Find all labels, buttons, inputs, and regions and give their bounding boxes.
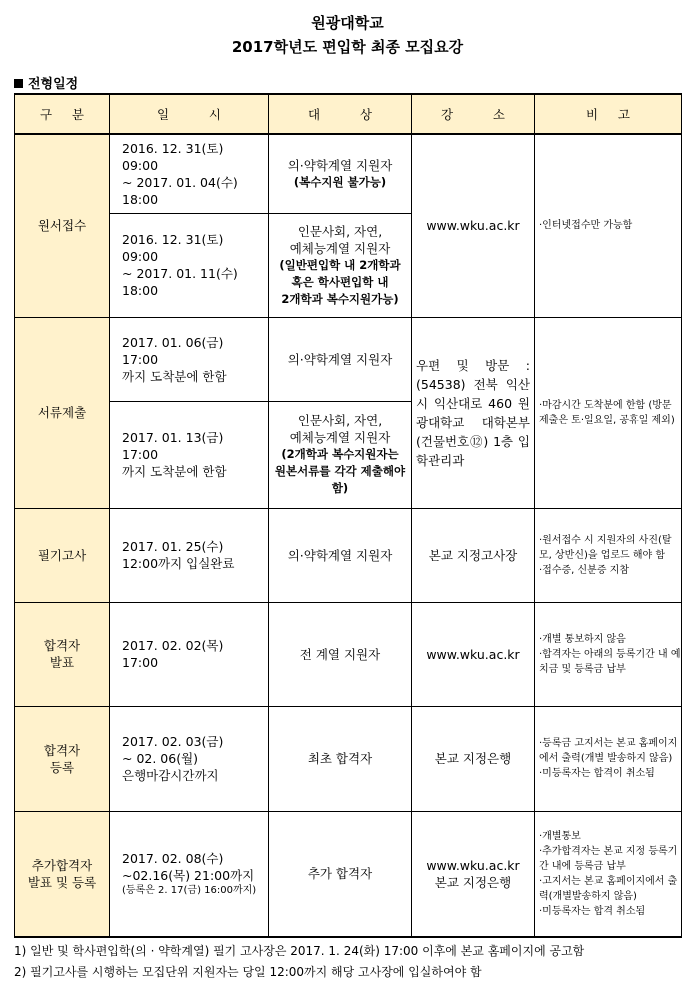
footnote-2: 2) 필기고사를 시행하는 모집단위 지원자는 당일 12:00까지 해당 고사장에 입실하여야 함 <box>14 965 482 979</box>
register-date: 2017. 02. 03(금) ~ 02. 06(월) 은행마감시간까지 <box>110 706 269 811</box>
apply-date-1: 2016. 12. 31(토) 09:00 ~ 2017. 01. 04(수) 18:00 <box>110 134 269 213</box>
apply-target-1: 의·약학계열 지원자 (복수지원 불가능) <box>269 134 412 213</box>
docs-note: ·마감시간 도착분에 한함 (방문제출은 토·일요일, 공휴일 제외) <box>535 317 682 508</box>
extra-note: ·개별통보 ·추가합격자는 본교 지정 등록기간 내에 등록금 납부 ·고지서는 본교 홈페이지에서 출력(개별발송하지 않음) ·미등록자는 합격 취소됨 <box>535 811 682 937</box>
docs-date-2: 2017. 01. 13(금) 17:00 까지 도착분에 한함 <box>110 401 269 508</box>
col-header-place: 강 소 <box>412 94 535 134</box>
table-row <box>15 317 682 401</box>
row-group-exam: 필기고사 <box>15 508 110 602</box>
document-title: 2017학년도 편입학 최종 모집요강 <box>231 38 464 56</box>
docs-place: 우편 및 방문 : (54538) 전북 익산시 익산대로 460 원광대학교 대학본부(건물번호⑫) 1층 입학관리과 <box>412 317 535 508</box>
apply-target-2: 인문사회, 자연, 예체능계열 지원자 (일반편입학 내 2개학과 혹은 학사편입학 내 2개학과 복수지원가능) <box>269 213 412 317</box>
row-group-docs: 서류제출 <box>15 317 110 508</box>
docs-target-1: 의·약학계열 지원자 <box>269 317 412 401</box>
exam-target: 의·약학계열 지원자 <box>269 508 412 602</box>
square-bullet-icon <box>14 79 23 88</box>
extra-date: 2017. 02. 08(수) ~02.16(목) 21:00까지 (등록은 2. 17(금) 16:00까지) <box>110 811 269 937</box>
register-target: 최초 합격자 <box>269 706 412 811</box>
row-group-extra: 추가합격자 발표 및 등록 <box>15 811 110 937</box>
section-title: 전형일정 <box>28 77 79 92</box>
extra-place: www.wku.ac.kr 본교 지정은행 <box>412 811 535 937</box>
apply-date-2: 2016. 12. 31(토) 09:00 ~ 2017. 01. 11(수) 18:00 <box>110 213 269 317</box>
schedule-table <box>14 93 682 938</box>
exam-date: 2017. 01. 25(수) 12:00까지 입실완료 <box>110 508 269 602</box>
apply-note: ·인터넷접수만 가능함 <box>535 134 682 317</box>
exam-place: 본교 지정고사장 <box>412 508 535 602</box>
col-header-datetime: 일 시 <box>110 94 269 134</box>
docs-date-1: 2017. 01. 06(금) 17:00 까지 도착분에 한함 <box>110 317 269 401</box>
col-header-remarks: 비 고 <box>535 94 682 134</box>
col-header-target: 대 상 <box>269 94 412 134</box>
exam-note: ·원서접수 시 지원자의 사진(탈모, 상반신)을 업로드 해야 함 ·접수증, 신분증 지참 <box>535 508 682 602</box>
result-place: www.wku.ac.kr <box>412 602 535 706</box>
row-group-register: 합격자 등록 <box>15 706 110 811</box>
table-row <box>15 811 682 937</box>
table-row <box>15 134 682 213</box>
row-group-apply: 원서접수 <box>15 134 110 317</box>
table-row <box>15 508 682 602</box>
apply-place: www.wku.ac.kr <box>412 134 535 317</box>
result-date: 2017. 02. 02(목) 17:00 <box>110 602 269 706</box>
register-place: 본교 지정은행 <box>412 706 535 811</box>
table-row <box>15 706 682 811</box>
university-name: 원광대학교 <box>311 14 384 32</box>
footnotes <box>14 941 584 983</box>
result-target: 전 계열 지원자 <box>269 602 412 706</box>
register-note: ·등록금 고지서는 본교 홈페이지에서 출력(개별 발송하지 않음) ·미등록자는 합격이 취소됨 <box>535 706 682 811</box>
row-group-result: 합격자 발표 <box>15 602 110 706</box>
col-header-category: 구 분 <box>15 94 110 134</box>
table-row <box>15 602 682 706</box>
table-header-row <box>15 94 682 134</box>
footnote-1: 1) 일반 및 학사편입학(의 · 약학계열) 필기 고사장은 2017. 1. 24(화) 17:00 이후에 본교 홈페이지에 공고함 <box>14 944 585 958</box>
docs-target-2: 인문사회, 자연, 예체능계열 지원자 (2개학과 복수지원자는 원본서류를 각각 제출해야 함) <box>269 401 412 508</box>
result-note: ·개별 통보하지 않음 ·합격자는 아래의 등록기간 내 예치금 및 등록금 납부 <box>535 602 682 706</box>
section-heading <box>14 73 78 92</box>
extra-target: 추가 합격자 <box>269 811 412 937</box>
